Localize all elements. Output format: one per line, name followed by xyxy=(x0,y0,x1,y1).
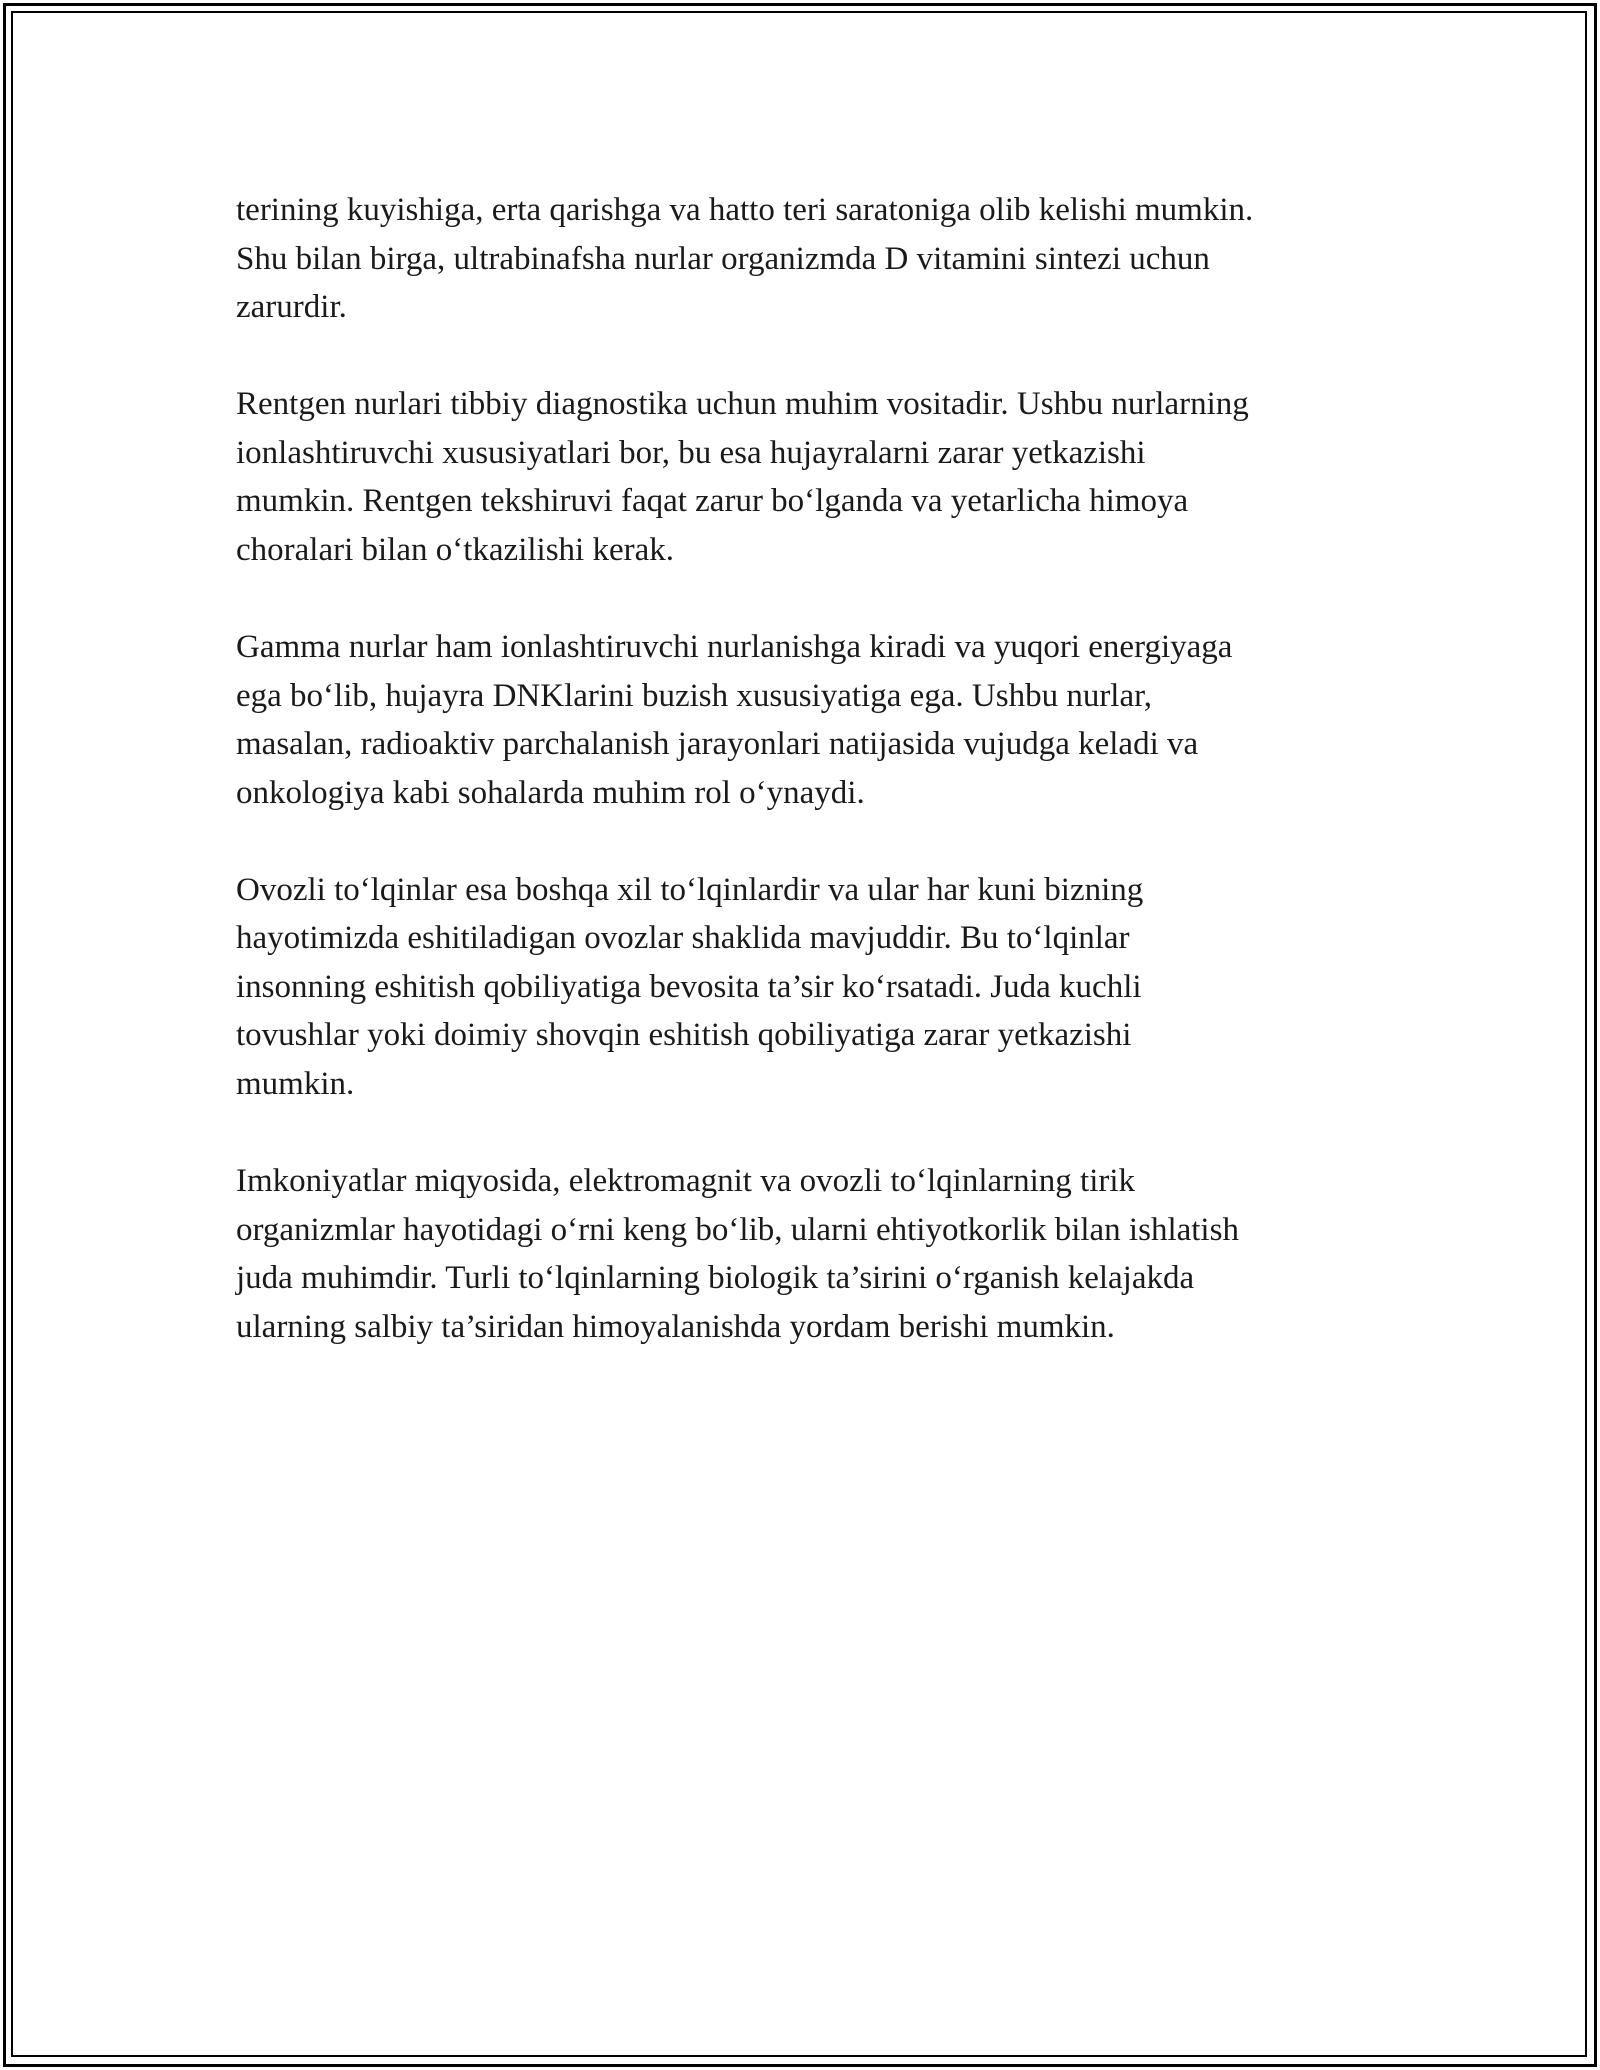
text-line: Rentgen nurlari tibbiy diagnostika uchun muhim vositadir. Ushbu nurlarning xyxy=(236,386,1249,423)
text-line: tovushlar yoki doimiy shovqin eshitish qobiliyatiga zarar yetkazishi xyxy=(236,1017,1132,1054)
text-line: ularning salbiy ta’siridan himoyalanishda yordam berishi mumkin. xyxy=(236,1308,1115,1345)
paragraph-gamma-rays xyxy=(236,623,1386,817)
text-line: organizmlar hayotidagi o‘rni keng bo‘lib, ularni ehtiyotkorlik bilan ishlatish xyxy=(236,1211,1239,1248)
paragraph-x-rays xyxy=(236,380,1386,574)
paragraph-sound-waves xyxy=(236,866,1386,1109)
text-line: Ovozli to‘lqinlar esa boshqa xil to‘lqinlardir va ular har kuni bizning xyxy=(236,871,1144,908)
text-line: insonning eshitish qobiliyatiga bevosita ta’sir ko‘rsatadi. Juda kuchli xyxy=(236,968,1142,1005)
text-line: zarurdir. xyxy=(236,289,347,326)
paragraph-conclusion xyxy=(236,1157,1386,1351)
text-line: onkologiya kabi sohalarda muhim rol o‘ynaydi. xyxy=(236,774,865,811)
document-body xyxy=(236,186,1386,1400)
text-line: Gamma nurlar ham ionlashtiruvchi nurlanishga kiradi va yuqori energiyaga xyxy=(236,628,1233,665)
text-line: hayotimizda eshitiladigan ovozlar shaklida mavjuddir. Bu to‘lqinlar xyxy=(236,920,1130,957)
text-line: ionlashtiruvchi xususiyatlari bor, bu esa hujayralarni zarar yetkazishi xyxy=(236,434,1146,471)
paragraph-uv-effects xyxy=(236,186,1386,332)
text-line: terining kuyishiga, erta qarishga va hatto teri saratoniga olib kelishi mumkin. xyxy=(236,192,1254,228)
text-line: masalan, radioaktiv parchalanish jarayonlari natijasida vujudga keladi va xyxy=(236,726,1199,763)
text-line: ega bo‘lib, hujayra DNKlarini buzish xususiyatiga ega. Ushbu nurlar, xyxy=(236,677,1153,714)
text-line: Imkoniyatlar miqyosida, elektromagnit va ovozli to‘lqinlarning tirik xyxy=(236,1163,1136,1200)
text-line: choralari bilan o‘tkazilishi kerak. xyxy=(236,531,674,568)
text-line: juda muhimdir. Turli to‘lqinlarning biologik ta’sirini o‘rganish kelajakda xyxy=(236,1260,1195,1297)
text-line: mumkin. xyxy=(236,1066,355,1103)
text-line: Shu bilan birga, ultrabinafsha nurlar organizmda D vitamini sintezi uchun xyxy=(236,240,1210,277)
text-line: mumkin. Rentgen tekshiruvi faqat zarur bo‘lganda va yetarlicha himoya xyxy=(236,483,1189,520)
